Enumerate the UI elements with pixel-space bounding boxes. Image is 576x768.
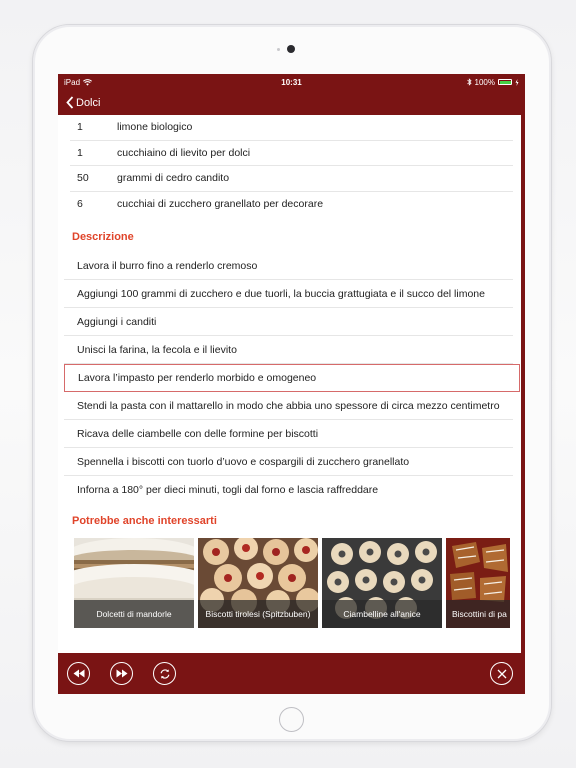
step-item[interactable]: Aggiungi 100 grammi di zucchero e due tuorli, la buccia grattugiata e il succo del limone [64,280,513,308]
step-item[interactable]: Spennella i biscotti con tuorlo d’uovo e cospargili di zucchero granellato [64,448,513,476]
battery-icon [498,79,512,85]
repeat-icon [159,668,171,680]
ingredient-row [70,115,513,141]
related-card[interactable] [74,538,194,628]
close-icon [497,669,507,679]
step-item[interactable]: Stendi la pasta con il mattarello in modo che abbia uno spessore di circa mezzo centimetro [64,392,513,420]
fast-forward-button[interactable] [110,662,133,685]
recipe-content[interactable] [58,115,525,653]
description-title: Descrizione [72,231,134,243]
back-label: Dolci [76,96,101,109]
home-button[interactable] [279,707,304,732]
related-card-caption: Dolcetti di mandorle [74,600,194,628]
battery-percent: 100% [474,77,495,87]
ingredient-row [70,166,513,192]
related-carousel[interactable] [58,538,525,628]
ingredient-name: grammi di cedro candito [117,172,230,185]
front-sensor [277,48,280,51]
bottom-toolbar [58,653,525,694]
ingredients-list [58,115,525,217]
related-card[interactable] [446,538,510,628]
ingredient-qty: 1 [77,146,83,159]
step-item[interactable]: Unisci la farina, la fecola e il lievito [64,336,513,364]
ingredient-name: cucchiai di zucchero granellato per decorare [117,198,324,211]
back-button[interactable] [66,96,100,109]
ingredient-row [70,192,513,218]
device-label: iPad [64,77,81,87]
related-card[interactable] [198,538,318,628]
ingredient-qty: 1 [77,121,83,134]
status-bar [58,74,525,90]
step-item[interactable]: Ricava delle ciambelle con delle formine per biscotti [64,420,513,448]
rewind-button[interactable] [67,662,90,685]
chevron-left-icon [66,96,74,109]
step-item[interactable]: Lavora il burro fino a renderlo cremoso [64,252,513,280]
status-time: 10:31 [281,77,302,87]
related-title: Potrebbe anche interessarti [72,515,217,527]
related-card[interactable] [322,538,442,628]
ingredient-row [70,141,513,167]
navigation-bar [58,90,525,115]
fast-forward-icon [116,669,128,678]
ingredient-name: limone biologico [117,121,193,134]
step-item-selected[interactable]: Lavora l’impasto per renderlo morbido e omogeneo [64,364,520,392]
description-steps [58,252,525,504]
step-item[interactable]: Inforna a 180° per dieci minuti, togli dal forno e lascia raffreddare [77,484,379,496]
ingredient-qty: 50 [77,172,89,185]
related-card-caption: Biscottini di pa [446,600,510,628]
step-item[interactable]: Aggiungi i canditi [64,308,513,336]
repeat-button[interactable] [153,662,176,685]
related-card-caption: Biscotti tirolesi (Spitzbuben) [198,600,318,628]
ingredient-qty: 6 [77,198,83,211]
ingredient-name: cucchiaino di lievito per dolci [117,146,251,159]
app-screen [58,74,525,694]
front-camera [287,45,295,53]
related-card-caption: Ciambelline all'anice [322,600,442,628]
rewind-icon [73,669,85,678]
close-button[interactable] [490,662,513,685]
